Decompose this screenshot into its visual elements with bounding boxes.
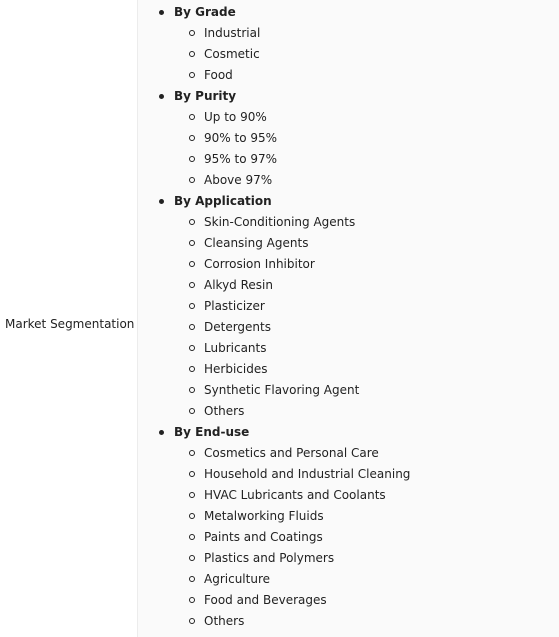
segment-item: Food: [138, 65, 559, 86]
segment-group-title: By Purity: [138, 86, 559, 107]
segment-item-list: [138, 212, 559, 422]
segment-item: Synthetic Flavoring Agent: [138, 380, 559, 401]
segment-item: Plastics and Polymers: [138, 548, 559, 569]
segment-item: Detergents: [138, 317, 559, 338]
segment-group-title: By Application: [138, 191, 559, 212]
segment-group: [138, 422, 559, 632]
segment-item: Industrial: [138, 23, 559, 44]
segment-group: [138, 86, 559, 191]
segment-item: Cosmetics and Personal Care: [138, 443, 559, 464]
segment-item: Corrosion Inhibitor: [138, 254, 559, 275]
segment-item: Skin-Conditioning Agents: [138, 212, 559, 233]
segment-item: Metalworking Fluids: [138, 506, 559, 527]
segment-item-list: [138, 443, 559, 632]
segment-item: HVAC Lubricants and Coolants: [138, 485, 559, 506]
value-cell: [138, 0, 559, 637]
segment-group: [138, 2, 559, 86]
segment-item-list: [138, 107, 559, 191]
label-cell: [0, 0, 138, 637]
row-label: Market Segmentation: [5, 316, 135, 331]
segment-item: Lubricants: [138, 338, 559, 359]
segment-item: Herbicides: [138, 359, 559, 380]
segment-item: Up to 90%: [138, 107, 559, 128]
segment-group-title: By Grade: [138, 2, 559, 23]
segment-item: Others: [138, 401, 559, 422]
segment-item: Food and Beverages: [138, 590, 559, 611]
segment-item: Household and Industrial Cleaning: [138, 464, 559, 485]
segment-item: Alkyd Resin: [138, 275, 559, 296]
segment-item: Paints and Coatings: [138, 527, 559, 548]
segment-item: Cleansing Agents: [138, 233, 559, 254]
segment-item: Above 97%: [138, 170, 559, 191]
segment-item: 90% to 95%: [138, 128, 559, 149]
segment-group: [138, 191, 559, 422]
segment-item: 95% to 97%: [138, 149, 559, 170]
segment-item-list: [138, 23, 559, 86]
segment-group-list: [138, 0, 559, 632]
segment-item: Others: [138, 611, 559, 632]
segment-group-title: By End-use: [138, 422, 559, 443]
segment-item: Cosmetic: [138, 44, 559, 65]
segment-item: Agriculture: [138, 569, 559, 590]
segment-item: Plasticizer: [138, 296, 559, 317]
